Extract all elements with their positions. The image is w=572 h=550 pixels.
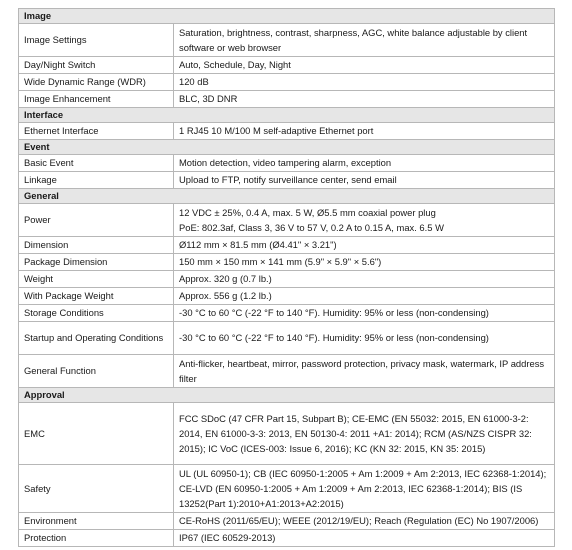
power-line-2: PoE: 802.3af, Class 3, 36 V to 57 V, 0.2 A to 0.15 A, max. 6.5 W	[179, 222, 444, 233]
spec-row	[19, 204, 555, 237]
section-title: Event	[19, 140, 555, 155]
spec-value: -30 °C to 60 °C (-22 °F to 140 °F). Humidity: 95% or less (non-condensing)	[174, 305, 555, 322]
spec-label: Day/Night Switch	[19, 57, 174, 74]
spec-value: IP67 (IEC 60529-2013)	[174, 530, 555, 547]
spec-row	[19, 305, 555, 322]
spec-label: With Package Weight	[19, 288, 174, 305]
spec-label: Safety	[19, 465, 174, 513]
spec-label: Startup and Operating Conditions	[19, 322, 174, 355]
spec-row	[19, 57, 555, 74]
section-title: Image	[19, 9, 555, 24]
spec-label: Protection	[19, 530, 174, 547]
spec-row	[19, 155, 555, 172]
spec-value: Motion detection, video tampering alarm, exception	[174, 155, 555, 172]
section-header-interface	[19, 108, 555, 123]
spec-row	[19, 123, 555, 140]
spec-label: General Function	[19, 355, 174, 388]
power-line-1: 12 VDC ± 25%, 0.4 A, max. 5 W, Ø5.5 mm coaxial power plug	[179, 206, 436, 218]
spec-value: Upload to FTP, notify surveillance center, send email	[174, 172, 555, 189]
spec-value: 150 mm × 150 mm × 141 mm (5.9" × 5.9" × 5.6")	[174, 254, 555, 271]
spec-value: Approx. 320 g (0.7 lb.)	[174, 271, 555, 288]
section-header-event	[19, 140, 555, 155]
spec-row	[19, 530, 555, 547]
spec-row	[19, 271, 555, 288]
spec-value: Saturation, brightness, contrast, sharpness, AGC, white balance adjustable by client software or web browser	[174, 24, 555, 57]
spec-value: Approx. 556 g (1.2 lb.)	[174, 288, 555, 305]
spec-value: Anti-flicker, heartbeat, mirror, password protection, privacy mask, watermark, IP address filter	[174, 355, 555, 388]
spec-label: Storage Conditions	[19, 305, 174, 322]
spec-label: Package Dimension	[19, 254, 174, 271]
section-title: Approval	[19, 388, 555, 403]
spec-row	[19, 465, 555, 513]
spec-value: -30 °C to 60 °C (-22 °F to 140 °F). Humidity: 95% or less (non-condensing)	[174, 322, 555, 355]
spec-row	[19, 355, 555, 388]
section-header-image	[19, 9, 555, 24]
spec-value: BLC, 3D DNR	[174, 91, 555, 108]
section-header-general	[19, 189, 555, 204]
spec-row	[19, 254, 555, 271]
section-title: General	[19, 189, 555, 204]
spec-row	[19, 237, 555, 254]
spec-label: Weight	[19, 271, 174, 288]
spec-value: 1 RJ45 10 M/100 M self-adaptive Ethernet port	[174, 123, 555, 140]
spec-value: Ø112 mm × 81.5 mm (Ø4.41" × 3.21")	[174, 237, 555, 254]
spec-value: CE-RoHS (2011/65/EU); WEEE (2012/19/EU); Reach (Regulation (EC) No 1907/2006)	[174, 513, 555, 530]
spec-value: UL (UL 60950-1); CB (IEC 60950-1:2005 + Am 1:2009 + Am 2:2013, IEC 62368-1:2014); CE-LVD (EN 60950-1:2005 + Am 1:2009 + Am 2:2013, IEC 62368-1:2014); BIS (IS 13252(Part 1):2010+A1:2013+A2:2015)	[174, 465, 555, 513]
spec-row	[19, 172, 555, 189]
spec-label: Dimension	[19, 237, 174, 254]
spec-label: Image Settings	[19, 24, 174, 57]
spec-row	[19, 403, 555, 465]
spec-row	[19, 322, 555, 355]
spec-label: Wide Dynamic Range (WDR)	[19, 74, 174, 91]
section-header-approval	[19, 388, 555, 403]
spec-row	[19, 513, 555, 530]
spec-row	[19, 74, 555, 91]
spec-value: 120 dB	[174, 74, 555, 91]
spec-value	[174, 204, 555, 237]
spec-label: Basic Event	[19, 155, 174, 172]
spec-row	[19, 91, 555, 108]
spec-row	[19, 24, 555, 57]
spec-value: FCC SDoC (47 CFR Part 15, Subpart B); CE-EMC (EN 55032: 2015, EN 61000-3-2: 2014, EN 61000-3-3: 2013, EN 50130-4: 2011 +A1: 2014); RCM (AS/NZS CISPR 32: 2015); IC VoC (ICES-003: Issue 6, 2016); KC (KN 32: 2015, KN 35: 2015)	[174, 403, 555, 465]
section-title: Interface	[19, 108, 555, 123]
spec-label: Linkage	[19, 172, 174, 189]
spec-value: Auto, Schedule, Day, Night	[174, 57, 555, 74]
spec-label: Environment	[19, 513, 174, 530]
spec-label: Ethernet Interface	[19, 123, 174, 140]
spec-label: Image Enhancement	[19, 91, 174, 108]
spec-row	[19, 288, 555, 305]
spec-table	[18, 8, 555, 547]
spec-sheet	[18, 8, 554, 547]
spec-label: Power	[19, 204, 174, 237]
spec-label: EMC	[19, 403, 174, 465]
